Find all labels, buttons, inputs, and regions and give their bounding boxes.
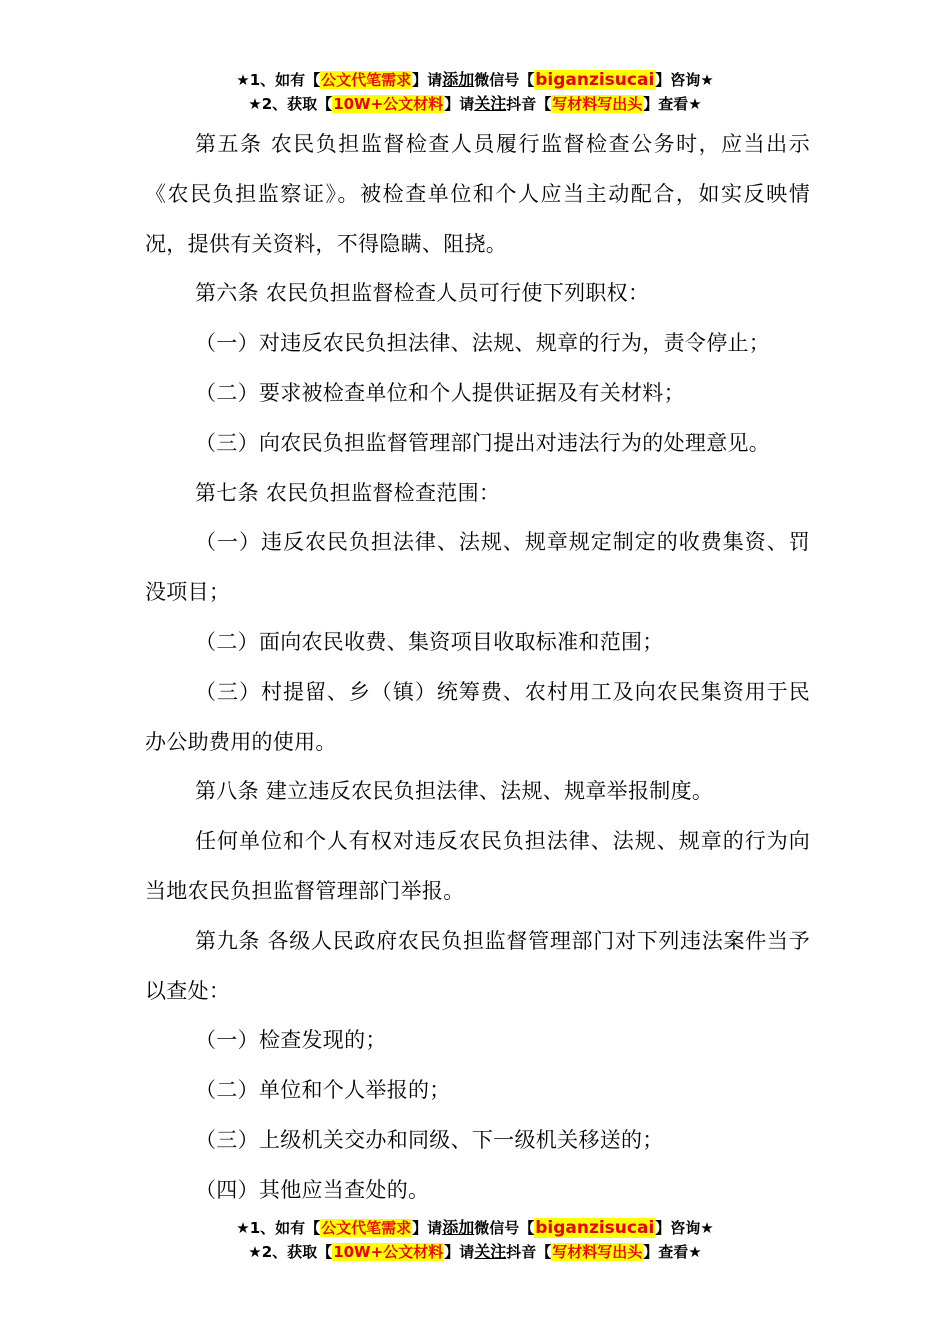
- banner-text: ★1、如有【: [236, 71, 321, 89]
- banner-emphasis-follow: 关注: [474, 1242, 507, 1261]
- banner-text: ★2、获取【: [248, 1243, 333, 1261]
- banner-text: ★2、获取【: [248, 95, 333, 113]
- article-7-item-3: （三）村提留、乡（镇）统筹费、农村用工及向农民集资用于民办公助费用的使用。: [145, 679, 810, 754]
- banner-highlight-douyin-account: 写材料写出头: [552, 95, 643, 113]
- article-8-paragraph-2: 任何单位和个人有权对违反农民负担法律、法规、规章的行为向当地农民负担监督管理部门举报。: [145, 829, 810, 903]
- banner-emphasis-add: 添加: [442, 1218, 475, 1237]
- banner-line-1: [0, 1216, 950, 1240]
- banner-highlight-service: 公文代笔需求: [321, 71, 412, 89]
- banner-line-1: [0, 68, 950, 92]
- banner-line-2: [0, 1240, 950, 1264]
- banner-text: 抖音【: [506, 1243, 552, 1261]
- article-6: 第六条 农民负担监督检查人员可行使下列职权：: [195, 281, 650, 306]
- banner-text: 】请: [412, 71, 443, 89]
- banner-highlight-materials: 10W+公文材料: [333, 95, 444, 113]
- article-7-item-1: （一）违反农民负担法律、法规、规章规定制定的收费集资、罚没项目；: [145, 530, 810, 605]
- banner-text: 】请: [444, 1243, 475, 1261]
- header-banner: [0, 68, 950, 116]
- article-7-item-2: （二）面向农民收费、集资项目收取标准和范围；: [195, 629, 664, 654]
- banner-emphasis-follow: 关注: [474, 94, 507, 113]
- banner-text: 微信号【: [474, 71, 535, 89]
- banner-text: 微信号【: [474, 1219, 535, 1237]
- footer-banner: [0, 1216, 950, 1264]
- article-5: 第五条 农民负担监督检查人员履行监督检查公务时，应当出示《农民负担监察证》。被检查单位和个人应当主动配合，如实反映情况，提供有关资料，不得隐瞒、阻挠。: [145, 132, 810, 256]
- article-9-item-3: （三）上级机关交办和同级、下一级机关移送的；: [195, 1127, 664, 1152]
- banner-highlight-wechat-id: biganzisucai: [535, 70, 655, 90]
- banner-text: 抖音【: [506, 95, 552, 113]
- banner-text: 】咨询★: [655, 71, 714, 89]
- article-9-item-2: （二）单位和个人举报的；: [195, 1078, 451, 1103]
- article-8: 第八条 建立违反农民负担法律、法规、规章举报制度。: [195, 779, 714, 804]
- document-body: [145, 120, 810, 1216]
- article-9-item-4: （四）其他应当查处的。: [195, 1177, 430, 1202]
- banner-text: 】请: [412, 1219, 443, 1237]
- banner-text: 】请: [444, 95, 475, 113]
- article-6-item-1: （一）对违反农民负担法律、法规、规章的行为，责令停止；: [195, 331, 771, 356]
- banner-emphasis-add: 添加: [442, 70, 475, 89]
- article-9-item-1: （一）检查发现的；: [195, 1028, 387, 1053]
- article-7: 第七条 农民负担监督检查范围：: [195, 480, 501, 505]
- banner-highlight-wechat-id: biganzisucai: [535, 1218, 655, 1238]
- banner-text: ★1、如有【: [236, 1219, 321, 1237]
- banner-highlight-service: 公文代笔需求: [321, 1219, 412, 1237]
- banner-text: 】咨询★: [655, 1219, 714, 1237]
- article-6-item-3: （三）向农民负担监督管理部门提出对违法行为的处理意见。: [195, 430, 771, 455]
- article-6-item-2: （二）要求被检查单位和个人提供证据及有关材料；: [195, 380, 685, 405]
- banner-text: 】查看★: [643, 95, 702, 113]
- article-9: 第九条 各级人民政府农民负担监督管理部门对下列违法案件当予以查处：: [145, 928, 810, 1003]
- banner-highlight-materials: 10W+公文材料: [333, 1243, 444, 1261]
- banner-line-2: [0, 92, 950, 116]
- banner-highlight-douyin-account: 写材料写出头: [552, 1243, 643, 1261]
- banner-text: 】查看★: [643, 1243, 702, 1261]
